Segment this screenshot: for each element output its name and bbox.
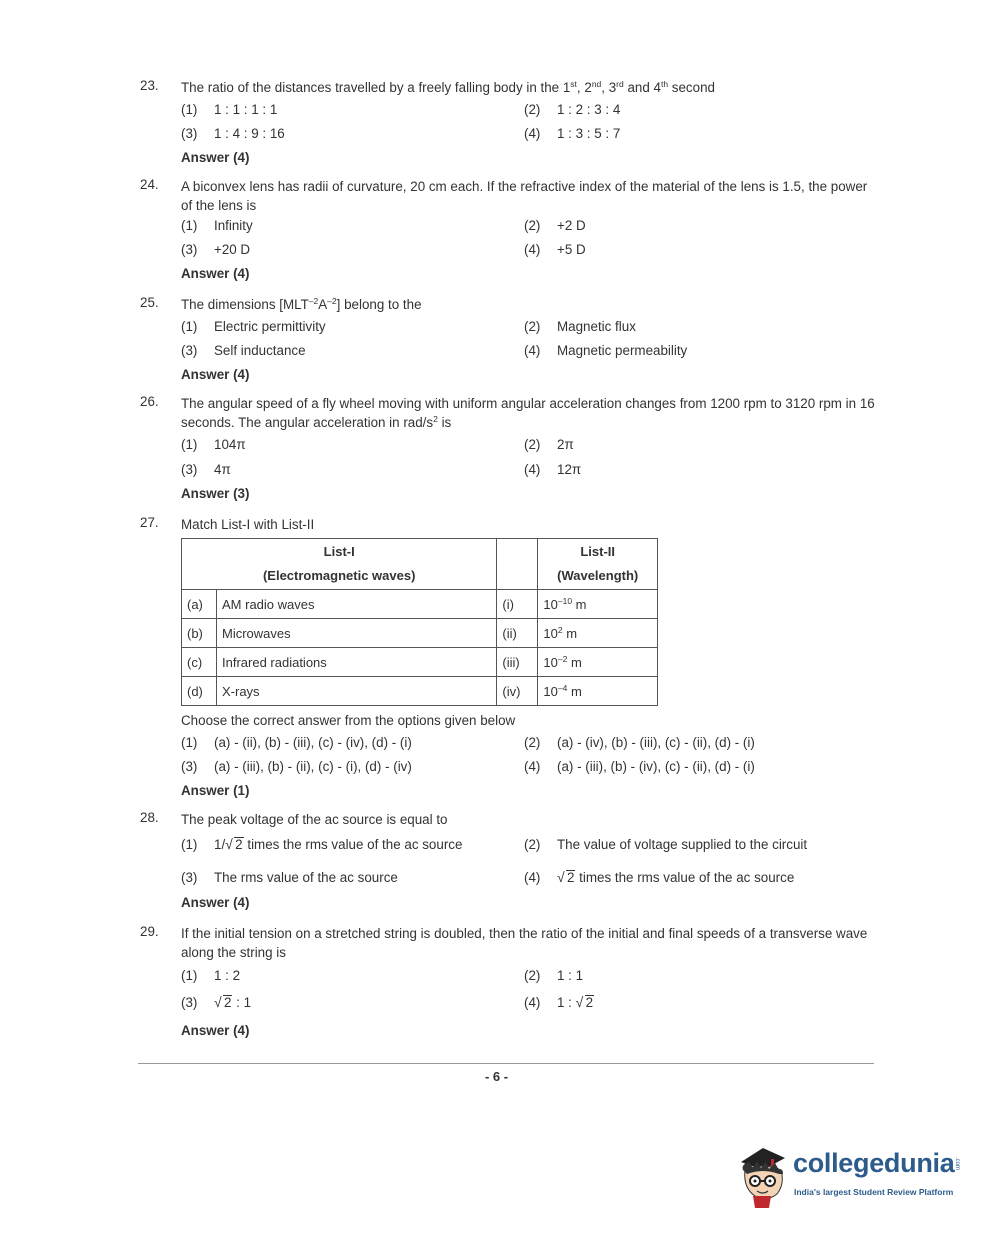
question-text: If the initial tension on a stretched string is doubled, then the ratio of the initial and final speeds of a transverse wave along the string is bbox=[181, 926, 868, 960]
option-4: (4) 1 : √ 2 bbox=[524, 995, 594, 1010]
sqrt-symbol: √ 2 bbox=[576, 995, 594, 1010]
option-2: (2) (a) - (iv), (b) - (iii), (c) - (ii), (d) - (i) bbox=[524, 735, 755, 750]
list-1-header: List-I (Electromagnetic waves) bbox=[182, 539, 497, 590]
option-3: (3) 1 : 4 : 9 : 16 bbox=[181, 126, 285, 141]
answer: Answer (1) bbox=[181, 783, 250, 798]
question-27 bbox=[140, 515, 875, 534]
question-text: The angular speed of a fly wheel moving with uniform angular acceleration changes from 1200 rpm to 3120 rpm in 16 seconds. The angular acceleration in rad/$s^2$ is bbox=[181, 396, 875, 430]
question-23 bbox=[140, 78, 875, 169]
option-4: (4) 12π bbox=[524, 462, 582, 477]
question-number: 24. bbox=[140, 177, 159, 192]
match-table bbox=[181, 538, 658, 706]
blank-header bbox=[497, 539, 538, 590]
option-4: (4) +5 D bbox=[524, 242, 586, 257]
question-27-options bbox=[140, 711, 875, 802]
option-1: (1) 1 : 1 : 1 : 1 bbox=[181, 102, 278, 117]
question-text: The dimensions $[MLT^{-2}A^{-2}]$ belong to the bbox=[181, 296, 422, 312]
option-1: (1) Electric permittivity bbox=[181, 319, 326, 334]
question-text: Match List-I with List-II bbox=[181, 517, 315, 532]
option-4: (4) 1 : 3 : 5 : 7 bbox=[524, 126, 621, 141]
option-2: (2) 1 : 2 : 3 : 4 bbox=[524, 102, 621, 117]
options bbox=[181, 314, 875, 386]
mascot-icon bbox=[733, 1140, 795, 1210]
question-number: 23. bbox=[140, 78, 159, 93]
table-row: (c) Infrared radiations (iii) $10^{-2}$ m bbox=[182, 648, 658, 677]
question-25 bbox=[140, 295, 875, 386]
option-4: (4)√ 2 times the rms value of the ac source bbox=[524, 870, 794, 885]
options bbox=[181, 432, 875, 506]
choose-instruction: Choose the correct answer from the options given below bbox=[181, 713, 516, 728]
question-29 bbox=[140, 924, 875, 1042]
answer: Answer (4) bbox=[181, 895, 250, 910]
option-2: (2) 2π bbox=[524, 437, 574, 452]
table-row: (a) AM radio waves (i) $10^{-10}$ m bbox=[182, 590, 658, 619]
options bbox=[181, 97, 875, 169]
page-number: - 6 - bbox=[484, 1069, 509, 1084]
option-3: (3) +20 D bbox=[181, 242, 251, 257]
logo-tagline: India's largest Student Review Platform bbox=[794, 1187, 954, 1197]
option-4: (4) Magnetic permeability bbox=[524, 343, 688, 358]
answer: Answer (4) bbox=[181, 266, 250, 281]
options bbox=[181, 962, 875, 1042]
option-1: (1) 1/√ 2 times the rms value of the ac source bbox=[181, 837, 462, 852]
answer: Answer (4) bbox=[181, 1023, 250, 1038]
question-24 bbox=[140, 177, 875, 287]
option-1: (1) 1 : 2 bbox=[181, 968, 241, 983]
option-3: (3) The rms value of the ac source bbox=[181, 870, 398, 885]
logo-domain: .com bbox=[954, 1157, 960, 1171]
footer-divider bbox=[138, 1063, 874, 1064]
sqrt-symbol: √ 2 bbox=[225, 837, 243, 852]
answer: Answer (4) bbox=[181, 367, 250, 382]
answer: Answer (3) bbox=[181, 486, 250, 501]
option-3: (3)√ 2 : 1 bbox=[181, 995, 251, 1010]
options bbox=[181, 215, 875, 287]
sqrt-symbol: √ 2 bbox=[557, 870, 575, 885]
list-2-header: List-II (Wavelength) bbox=[538, 539, 658, 590]
question-number: 26. bbox=[140, 394, 159, 409]
question-28 bbox=[140, 810, 875, 919]
sqrt-symbol: √ 2 bbox=[214, 995, 232, 1010]
question-number: 27. bbox=[140, 515, 159, 530]
option-2: (2) Magnetic flux bbox=[524, 319, 636, 334]
option-1: (1) 104π bbox=[181, 437, 246, 452]
option-2: (2) +2 D bbox=[524, 218, 586, 233]
option-3: (3) 4π bbox=[181, 462, 231, 477]
question-text: The peak voltage of the ac source is equal to bbox=[181, 812, 448, 827]
table-row: (d) X-rays (iv) $10^{-4}$ m bbox=[182, 677, 658, 706]
question-number: 28. bbox=[140, 810, 159, 825]
option-1: (1) (a) - (ii), (b) - (iii), (c) - (iv), (d) - (i) bbox=[181, 735, 412, 750]
option-2: (2) The value of voltage supplied to the circuit bbox=[524, 837, 808, 852]
table-row: (b) Microwaves (ii) $10^2$ m bbox=[182, 619, 658, 648]
option-3: (3) Self inductance bbox=[181, 343, 306, 358]
question-26 bbox=[140, 394, 875, 506]
answer: Answer (4) bbox=[181, 150, 250, 165]
question-number: 29. bbox=[140, 924, 159, 939]
option-2: (2) 1 : 1 bbox=[524, 968, 584, 983]
options bbox=[181, 730, 875, 802]
question-text: A biconvex lens has radii of curvature, 20 cm each. If the refractive index of the material of the lens is 1.5, the power of the lens is bbox=[181, 179, 868, 213]
logo-wordmark: collegedunia bbox=[793, 1148, 955, 1178]
option-1: (1) Infinity bbox=[181, 218, 253, 233]
question-number: 25. bbox=[140, 295, 159, 310]
question-text: The ratio of the distances travelled by a freely falling body in the 1st, 2nd, 3rd and 4th second bbox=[181, 79, 715, 95]
table-header-row bbox=[182, 539, 658, 590]
option-3: (3) (a) - (iii), (b) - (ii), (c) - (i), (d) - (iv) bbox=[181, 759, 412, 774]
options bbox=[181, 829, 875, 919]
collegedunia-logo bbox=[733, 1140, 963, 1210]
option-4: (4) (a) - (iii), (b) - (iv), (c) - (ii), (d) - (i) bbox=[524, 759, 755, 774]
